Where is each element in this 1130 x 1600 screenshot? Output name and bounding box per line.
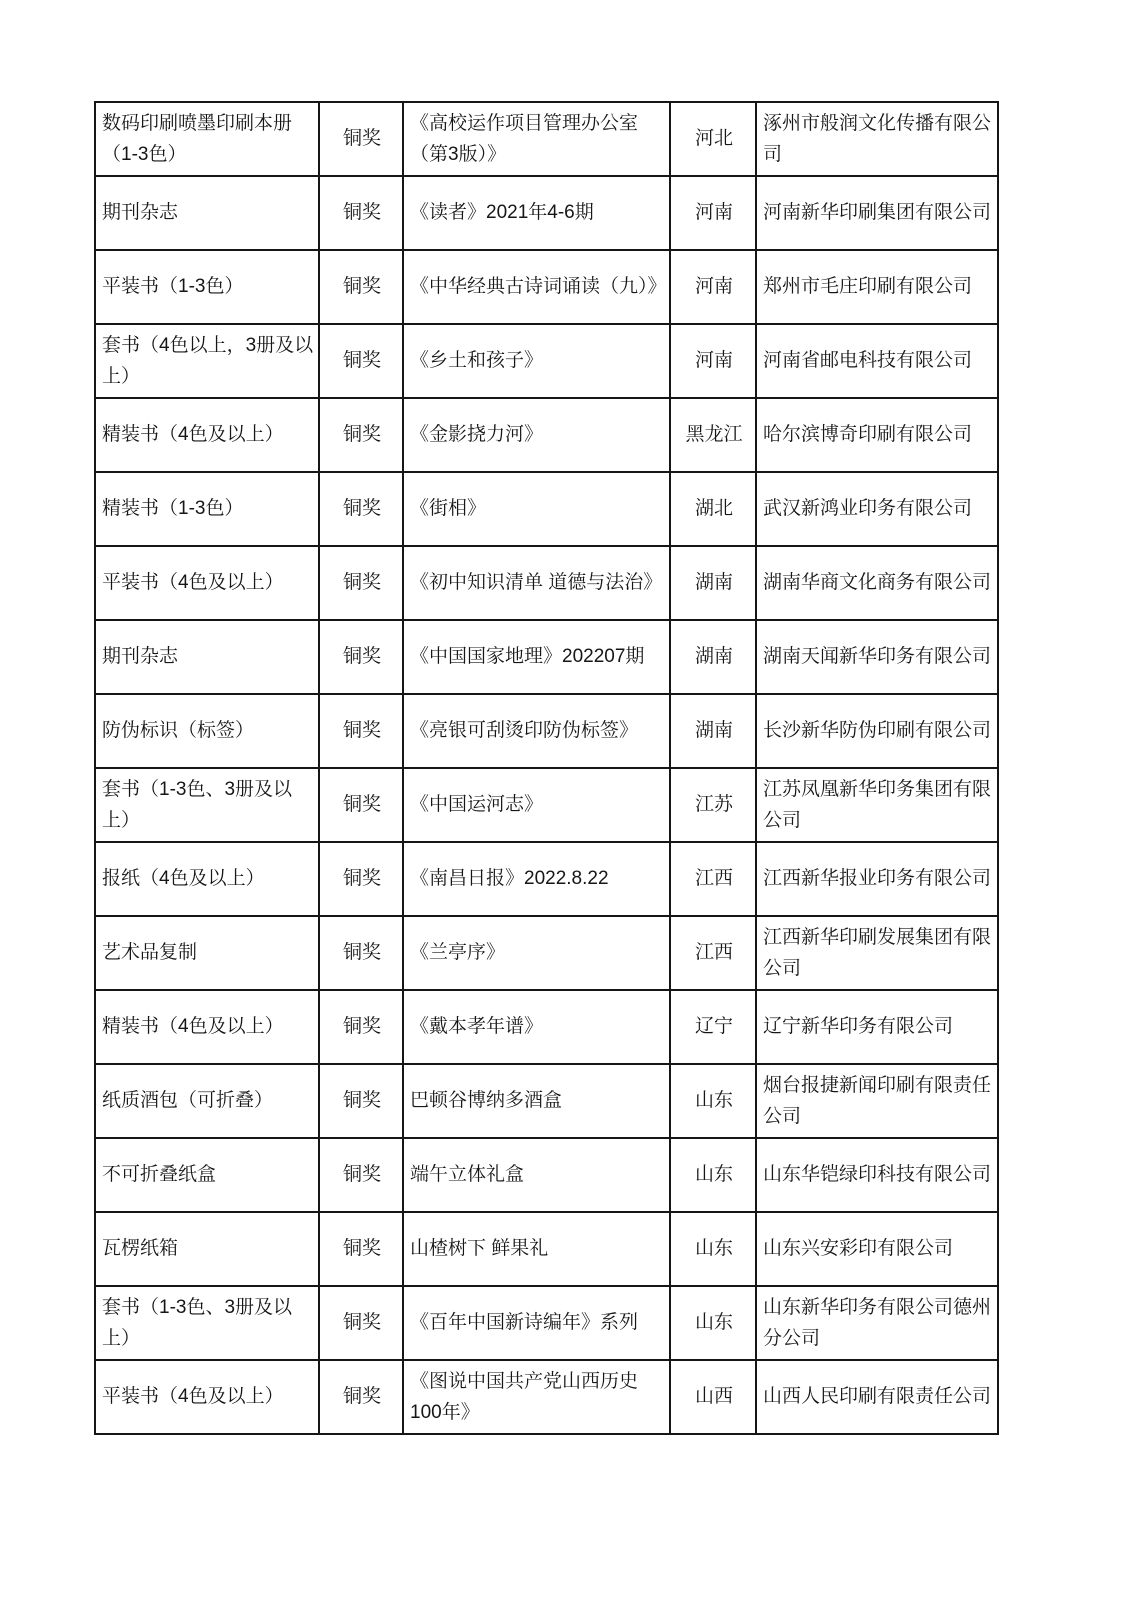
cell-company: 郑州市毛庄印刷有限公司 bbox=[756, 250, 998, 324]
cell-category: 平装书（4色及以上） bbox=[95, 546, 319, 620]
table-row bbox=[95, 398, 998, 472]
cell-award: 铜奖 bbox=[319, 1360, 403, 1434]
table-row bbox=[95, 1138, 998, 1212]
cell-award: 铜奖 bbox=[319, 398, 403, 472]
cell-province: 黑龙江 bbox=[670, 398, 756, 472]
cell-award: 铜奖 bbox=[319, 842, 403, 916]
cell-award: 铜奖 bbox=[319, 620, 403, 694]
cell-work-title: 《高校运作项目管理办公室（第3版）》 bbox=[403, 102, 670, 176]
table-row bbox=[95, 1286, 998, 1360]
cell-company: 长沙新华防伪印刷有限公司 bbox=[756, 694, 998, 768]
table-row bbox=[95, 620, 998, 694]
cell-award: 铜奖 bbox=[319, 1138, 403, 1212]
cell-work-title: 山楂树下 鲜果礼 bbox=[403, 1212, 670, 1286]
cell-work-title: 《街相》 bbox=[403, 472, 670, 546]
cell-province: 湖南 bbox=[670, 620, 756, 694]
cell-province: 山东 bbox=[670, 1286, 756, 1360]
table-row bbox=[95, 768, 998, 842]
cell-province: 湖南 bbox=[670, 694, 756, 768]
cell-award: 铜奖 bbox=[319, 546, 403, 620]
cell-work-title: 《中国运河志》 bbox=[403, 768, 670, 842]
cell-category: 精装书（4色及以上） bbox=[95, 398, 319, 472]
cell-company: 湖南天闻新华印务有限公司 bbox=[756, 620, 998, 694]
cell-category: 套书（4色以上，3册及以上） bbox=[95, 324, 319, 398]
cell-work-title: 《百年中国新诗编年》系列 bbox=[403, 1286, 670, 1360]
cell-category: 期刊杂志 bbox=[95, 620, 319, 694]
cell-work-title: 《初中知识清单 道德与法治》 bbox=[403, 546, 670, 620]
cell-company: 山东华铠绿印科技有限公司 bbox=[756, 1138, 998, 1212]
cell-province: 河南 bbox=[670, 176, 756, 250]
cell-company: 辽宁新华印务有限公司 bbox=[756, 990, 998, 1064]
cell-work-title: 《南昌日报》2022.8.22 bbox=[403, 842, 670, 916]
awards-table bbox=[94, 101, 999, 1435]
cell-company: 湖南华商文化商务有限公司 bbox=[756, 546, 998, 620]
cell-category: 报纸（4色及以上） bbox=[95, 842, 319, 916]
cell-province: 湖南 bbox=[670, 546, 756, 620]
cell-work-title: 《戴本孝年谱》 bbox=[403, 990, 670, 1064]
table-row bbox=[95, 694, 998, 768]
cell-award: 铜奖 bbox=[319, 768, 403, 842]
cell-award: 铜奖 bbox=[319, 990, 403, 1064]
cell-award: 铜奖 bbox=[319, 916, 403, 990]
table-row bbox=[95, 102, 998, 176]
cell-award: 铜奖 bbox=[319, 250, 403, 324]
cell-category: 数码印刷喷墨印刷本册（1-3色） bbox=[95, 102, 319, 176]
cell-category: 平装书（1-3色） bbox=[95, 250, 319, 324]
table-row bbox=[95, 990, 998, 1064]
cell-province: 河北 bbox=[670, 102, 756, 176]
table-row bbox=[95, 1064, 998, 1138]
cell-company: 江西新华印刷发展集团有限公司 bbox=[756, 916, 998, 990]
cell-company: 江苏凤凰新华印务集团有限公司 bbox=[756, 768, 998, 842]
cell-category: 瓦楞纸箱 bbox=[95, 1212, 319, 1286]
cell-category: 不可折叠纸盒 bbox=[95, 1138, 319, 1212]
cell-category: 艺术品复制 bbox=[95, 916, 319, 990]
cell-category: 套书（1-3色、3册及以上） bbox=[95, 1286, 319, 1360]
table-row bbox=[95, 250, 998, 324]
table-row bbox=[95, 1360, 998, 1434]
cell-company: 山东新华印务有限公司德州分公司 bbox=[756, 1286, 998, 1360]
cell-category: 平装书（4色及以上） bbox=[95, 1360, 319, 1434]
cell-province: 江西 bbox=[670, 916, 756, 990]
cell-category: 纸质酒包（可折叠） bbox=[95, 1064, 319, 1138]
cell-category: 精装书（1-3色） bbox=[95, 472, 319, 546]
table-row bbox=[95, 324, 998, 398]
cell-work-title: 《亮银可刮烫印防伪标签》 bbox=[403, 694, 670, 768]
cell-company: 江西新华报业印务有限公司 bbox=[756, 842, 998, 916]
cell-province: 山东 bbox=[670, 1212, 756, 1286]
cell-work-title: 《金影挠力河》 bbox=[403, 398, 670, 472]
cell-award: 铜奖 bbox=[319, 176, 403, 250]
table-row bbox=[95, 546, 998, 620]
cell-company: 河南新华印刷集团有限公司 bbox=[756, 176, 998, 250]
table-row bbox=[95, 472, 998, 546]
cell-category: 期刊杂志 bbox=[95, 176, 319, 250]
cell-work-title: 《兰亭序》 bbox=[403, 916, 670, 990]
cell-award: 铜奖 bbox=[319, 324, 403, 398]
table-row bbox=[95, 842, 998, 916]
cell-work-title: 《中华经典古诗词诵读（九）》 bbox=[403, 250, 670, 324]
cell-work-title: 《乡土和孩子》 bbox=[403, 324, 670, 398]
cell-company: 烟台报捷新闻印刷有限责任公司 bbox=[756, 1064, 998, 1138]
cell-award: 铜奖 bbox=[319, 1212, 403, 1286]
cell-company: 河南省邮电科技有限公司 bbox=[756, 324, 998, 398]
cell-work-title: 《图说中国共产党山西历史100年》 bbox=[403, 1360, 670, 1434]
cell-work-title: 巴顿谷博纳多酒盒 bbox=[403, 1064, 670, 1138]
cell-province: 江苏 bbox=[670, 768, 756, 842]
cell-company: 哈尔滨博奇印刷有限公司 bbox=[756, 398, 998, 472]
cell-company: 山西人民印刷有限责任公司 bbox=[756, 1360, 998, 1434]
table-row bbox=[95, 176, 998, 250]
cell-work-title: 端午立体礼盒 bbox=[403, 1138, 670, 1212]
cell-province: 山东 bbox=[670, 1064, 756, 1138]
cell-province: 河南 bbox=[670, 250, 756, 324]
table-row bbox=[95, 1212, 998, 1286]
cell-award: 铜奖 bbox=[319, 102, 403, 176]
cell-province: 山东 bbox=[670, 1138, 756, 1212]
cell-award: 铜奖 bbox=[319, 694, 403, 768]
cell-category: 精装书（4色及以上） bbox=[95, 990, 319, 1064]
cell-province: 湖北 bbox=[670, 472, 756, 546]
awards-table-body bbox=[95, 102, 998, 1434]
cell-company: 山东兴安彩印有限公司 bbox=[756, 1212, 998, 1286]
table-row bbox=[95, 916, 998, 990]
cell-province: 山西 bbox=[670, 1360, 756, 1434]
cell-work-title: 《中国国家地理》202207期 bbox=[403, 620, 670, 694]
cell-province: 江西 bbox=[670, 842, 756, 916]
cell-category: 防伪标识（标签） bbox=[95, 694, 319, 768]
cell-company: 武汉新鸿业印务有限公司 bbox=[756, 472, 998, 546]
cell-work-title: 《读者》2021年4-6期 bbox=[403, 176, 670, 250]
cell-company: 涿州市般润文化传播有限公司 bbox=[756, 102, 998, 176]
cell-award: 铜奖 bbox=[319, 1064, 403, 1138]
cell-province: 辽宁 bbox=[670, 990, 756, 1064]
cell-province: 河南 bbox=[670, 324, 756, 398]
cell-award: 铜奖 bbox=[319, 472, 403, 546]
cell-award: 铜奖 bbox=[319, 1286, 403, 1360]
cell-category: 套书（1-3色、3册及以上） bbox=[95, 768, 319, 842]
